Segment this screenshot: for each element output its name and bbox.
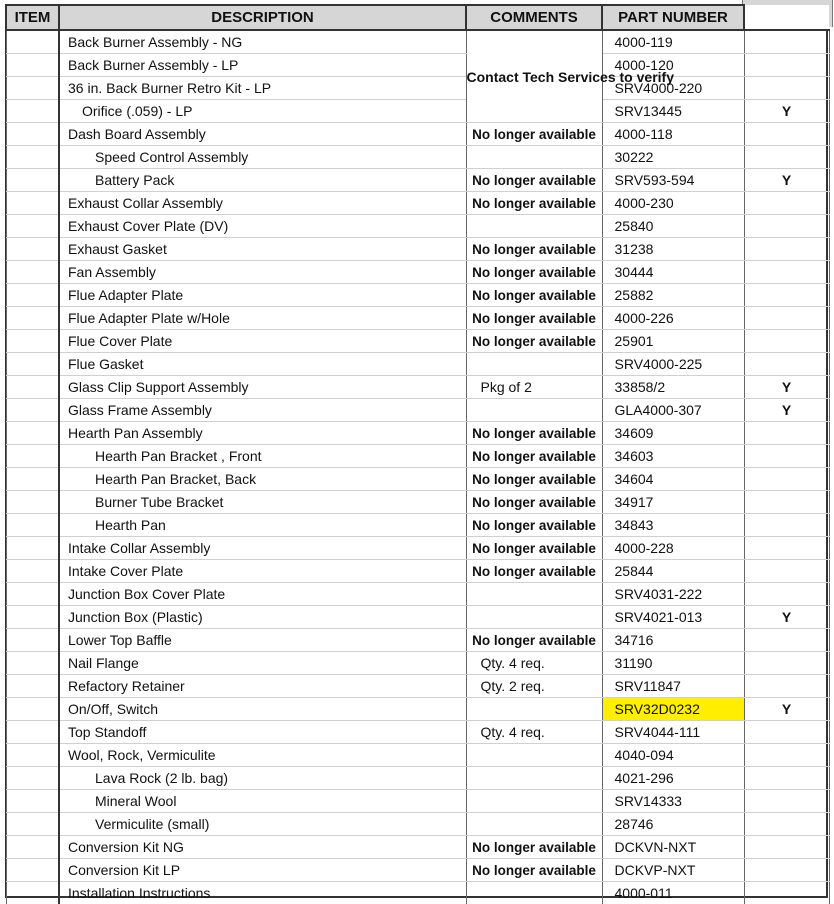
description-cell: Fan Assembly [59, 261, 466, 284]
table-row [6, 675, 829, 698]
part-number-cell: SRV593-594 [602, 169, 744, 192]
table-row [6, 261, 829, 284]
item-cell [6, 698, 59, 721]
flag-cell [744, 54, 829, 77]
comment-cell: No longer available [466, 169, 602, 192]
description-cell: Junction Box Cover Plate [59, 583, 466, 606]
flag-cell: Y [744, 606, 829, 629]
flag-cell [744, 307, 829, 330]
comment-cell: No longer available [466, 192, 602, 215]
part-number-cell: SRV13445 [602, 100, 744, 123]
flag-cell [744, 813, 829, 836]
comment-cell: No longer available [466, 330, 602, 353]
part-number-cell: 4000-119 [602, 30, 744, 54]
item-cell [6, 169, 59, 192]
item-cell [6, 399, 59, 422]
table-row [6, 583, 829, 606]
flag-cell [744, 77, 829, 100]
part-number-cell: SRV11847 [602, 675, 744, 698]
part-number-cell: 28746 [602, 813, 744, 836]
part-number-cell: 33858/2 [602, 376, 744, 399]
item-cell [6, 422, 59, 445]
table-row [6, 859, 829, 882]
parts-table [5, 4, 830, 904]
table-row [6, 376, 829, 399]
description-cell: Exhaust Gasket [59, 238, 466, 261]
flag-cell [744, 284, 829, 307]
description-cell: Hearth Pan Assembly [59, 422, 466, 445]
table-row [6, 100, 829, 123]
comment-cell: No longer available [466, 560, 602, 583]
flag-cell: Y [744, 399, 829, 422]
comment-cell [466, 353, 602, 376]
item-cell [6, 54, 59, 77]
description-cell: Junction Box (Plastic) [59, 606, 466, 629]
part-number-cell: 34604 [602, 468, 744, 491]
comment-cell [466, 813, 602, 836]
column-header-flag [744, 5, 829, 30]
description-cell: Flue Adapter Plate w/Hole [59, 307, 466, 330]
comment-cell [466, 767, 602, 790]
table-row [6, 192, 829, 215]
part-number-cell: 31190 [602, 652, 744, 675]
item-cell [6, 330, 59, 353]
comment-cell [466, 698, 602, 721]
description-cell: Flue Cover Plate [59, 330, 466, 353]
table-row [6, 238, 829, 261]
part-number-cell: 4000-120 [602, 54, 744, 77]
part-number-cell: 4000-118 [602, 123, 744, 146]
comment-cell: No longer available [466, 261, 602, 284]
item-cell [6, 675, 59, 698]
description-cell: Back Burner Assembly - NG [59, 30, 466, 54]
item-cell [6, 146, 59, 169]
item-cell [6, 859, 59, 882]
description-cell: Conversion Kit LP [59, 859, 466, 882]
comment-cell: No longer available [466, 491, 602, 514]
comment-cell: No longer available [466, 284, 602, 307]
description-cell: Dash Board Assembly [59, 123, 466, 146]
flag-cell: Y [744, 698, 829, 721]
description-cell: Vermiculite (small) [59, 813, 466, 836]
flag-cell [744, 721, 829, 744]
part-number-cell: 4000-230 [602, 192, 744, 215]
flag-cell [744, 445, 829, 468]
description-cell: Glass Clip Support Assembly [59, 376, 466, 399]
description-cell: Intake Collar Assembly [59, 537, 466, 560]
description-cell: Hearth Pan Bracket , Front [59, 445, 466, 468]
flag-cell [744, 123, 829, 146]
comment-cell: Qty. 4 req. [466, 652, 602, 675]
part-number-cell: SRV4044-111 [602, 721, 744, 744]
comment-cell: No longer available [466, 123, 602, 146]
description-cell: Conversion Kit NG [59, 836, 466, 859]
comment-cell: Qty. 4 req. [466, 721, 602, 744]
column-header-part-number: PART NUMBER [602, 5, 744, 30]
part-number-cell: 30222 [602, 146, 744, 169]
item-cell [6, 491, 59, 514]
item-cell [6, 77, 59, 100]
item-cell [6, 30, 59, 54]
comment-cell: No longer available [466, 445, 602, 468]
item-cell [6, 100, 59, 123]
flag-cell [744, 215, 829, 238]
flag-cell [744, 836, 829, 859]
table-header-row [6, 5, 829, 30]
description-cell: On/Off, Switch [59, 698, 466, 721]
table-row [6, 330, 829, 353]
comment-cell [466, 882, 602, 904]
flag-cell [744, 514, 829, 537]
flag-cell [744, 192, 829, 215]
part-number-cell: 34609 [602, 422, 744, 445]
table-body [6, 30, 829, 904]
table-row [6, 721, 829, 744]
table-row [6, 307, 829, 330]
part-number-cell: DCKVN-NXT [602, 836, 744, 859]
table-row [6, 629, 829, 652]
comment-cell: No longer available [466, 514, 602, 537]
table-row [6, 468, 829, 491]
item-cell [6, 790, 59, 813]
flag-cell [744, 238, 829, 261]
table-row [6, 353, 829, 376]
part-number-cell: SRV4000-225 [602, 353, 744, 376]
flag-cell [744, 468, 829, 491]
item-cell [6, 882, 59, 904]
flag-cell [744, 146, 829, 169]
part-number-cell: 4021-296 [602, 767, 744, 790]
part-number-cell: 31238 [602, 238, 744, 261]
item-cell [6, 307, 59, 330]
flag-cell [744, 675, 829, 698]
item-cell [6, 583, 59, 606]
part-number-cell: 4000-228 [602, 537, 744, 560]
item-cell [6, 353, 59, 376]
table-row [6, 491, 829, 514]
description-cell: Glass Frame Assembly [59, 399, 466, 422]
part-number-cell: GLA4000-307 [602, 399, 744, 422]
table-row [6, 30, 829, 54]
part-number-cell: 34716 [602, 629, 744, 652]
item-cell [6, 606, 59, 629]
description-cell: Lower Top Baffle [59, 629, 466, 652]
description-cell: Orifice (.059) - LP [59, 100, 466, 123]
part-number-cell: 4000-011 [602, 882, 744, 904]
part-number-cell: SRV4000-220 [602, 77, 744, 100]
table-row [6, 146, 829, 169]
part-number-cell: 30444 [602, 261, 744, 284]
flag-cell [744, 330, 829, 353]
description-cell: Top Standoff [59, 721, 466, 744]
flag-cell [744, 790, 829, 813]
flag-cell: Y [744, 169, 829, 192]
description-cell: Exhaust Cover Plate (DV) [59, 215, 466, 238]
part-number-cell: 34603 [602, 445, 744, 468]
part-number-cell: 4000-226 [602, 307, 744, 330]
flag-cell [744, 744, 829, 767]
table-row [6, 54, 829, 77]
comment-cell [466, 215, 602, 238]
item-cell [6, 192, 59, 215]
part-number-cell: SRV4021-013 [602, 606, 744, 629]
item-cell [6, 537, 59, 560]
comment-cell: Qty. 2 req. [466, 675, 602, 698]
item-cell [6, 652, 59, 675]
item-cell [6, 261, 59, 284]
comment-cell: No longer available [466, 468, 602, 491]
part-number-cell: 25844 [602, 560, 744, 583]
comment-cell [466, 146, 602, 169]
comment-cell [466, 790, 602, 813]
item-cell [6, 629, 59, 652]
description-cell: Nail Flange [59, 652, 466, 675]
table-row [6, 606, 829, 629]
flag-cell [744, 30, 829, 54]
table-row [6, 514, 829, 537]
item-cell [6, 215, 59, 238]
table-row [6, 537, 829, 560]
table-row [6, 767, 829, 790]
item-cell [6, 744, 59, 767]
description-cell: Back Burner Assembly - LP [59, 54, 466, 77]
comment-cell: Pkg of 2 [466, 376, 602, 399]
comment-cell [466, 399, 602, 422]
comment-cell: No longer available [466, 836, 602, 859]
description-cell: Wool, Rock, Vermiculite [59, 744, 466, 767]
table-row [6, 652, 829, 675]
comment-cell: No longer available [466, 537, 602, 560]
comment-cell [466, 744, 602, 767]
flag-cell [744, 629, 829, 652]
table-row [6, 77, 829, 100]
flag-cell [744, 652, 829, 675]
table-row [6, 560, 829, 583]
flag-cell [744, 859, 829, 882]
item-cell [6, 238, 59, 261]
comment-cell: No longer available [466, 629, 602, 652]
description-cell: Installation Instructions [59, 882, 466, 904]
table-row [6, 215, 829, 238]
part-number-cell: 34843 [602, 514, 744, 537]
description-cell: Exhaust Collar Assembly [59, 192, 466, 215]
table-row [6, 445, 829, 468]
table-row [6, 790, 829, 813]
comment-cell: No longer available [466, 859, 602, 882]
flag-cell [744, 882, 829, 904]
description-cell: 36 in. Back Burner Retro Kit - LP [59, 77, 466, 100]
item-cell [6, 767, 59, 790]
description-cell: Burner Tube Bracket [59, 491, 466, 514]
part-number-cell: DCKVP-NXT [602, 859, 744, 882]
part-number-cell: SRV32D0232 [602, 698, 744, 721]
part-number-cell: 4040-094 [602, 744, 744, 767]
flag-cell [744, 353, 829, 376]
part-number-cell: SRV4031-222 [602, 583, 744, 606]
item-cell [6, 721, 59, 744]
part-number-cell: 25840 [602, 215, 744, 238]
table-row [6, 399, 829, 422]
description-cell: Flue Adapter Plate [59, 284, 466, 307]
table-row [6, 882, 829, 904]
column-header-item: ITEM [6, 5, 59, 30]
flag-cell [744, 261, 829, 284]
item-cell [6, 284, 59, 307]
column-header-comments: COMMENTS [466, 5, 602, 30]
flag-cell [744, 560, 829, 583]
comment-cell [466, 583, 602, 606]
item-cell [6, 445, 59, 468]
table-row [6, 698, 829, 721]
comment-cell-merged: Contact Tech Services to verify [466, 30, 602, 123]
table-row [6, 836, 829, 859]
flag-cell [744, 537, 829, 560]
item-cell [6, 468, 59, 491]
comment-cell: No longer available [466, 307, 602, 330]
description-cell: Flue Gasket [59, 353, 466, 376]
table-row [6, 422, 829, 445]
table-row [6, 123, 829, 146]
table-row [6, 169, 829, 192]
description-cell: Refactory Retainer [59, 675, 466, 698]
table-row [6, 813, 829, 836]
description-cell: Battery Pack [59, 169, 466, 192]
description-cell: Intake Cover Plate [59, 560, 466, 583]
table-row [6, 744, 829, 767]
description-cell: Lava Rock (2 lb. bag) [59, 767, 466, 790]
description-cell: Hearth Pan [59, 514, 466, 537]
flag-cell: Y [744, 100, 829, 123]
table-row [6, 284, 829, 307]
description-cell: Speed Control Assembly [59, 146, 466, 169]
item-cell [6, 560, 59, 583]
description-cell: Hearth Pan Bracket, Back [59, 468, 466, 491]
item-cell [6, 514, 59, 537]
part-number-cell: SRV14333 [602, 790, 744, 813]
flag-cell: Y [744, 376, 829, 399]
flag-cell [744, 767, 829, 790]
comment-cell [466, 606, 602, 629]
column-header-description: DESCRIPTION [59, 5, 466, 30]
item-cell [6, 836, 59, 859]
flag-cell [744, 491, 829, 514]
item-cell [6, 813, 59, 836]
part-number-cell: 25882 [602, 284, 744, 307]
description-cell: Mineral Wool [59, 790, 466, 813]
item-cell [6, 123, 59, 146]
part-number-cell: 25901 [602, 330, 744, 353]
part-number-cell: 34917 [602, 491, 744, 514]
item-cell [6, 376, 59, 399]
flag-cell [744, 583, 829, 606]
comment-cell: No longer available [466, 238, 602, 261]
flag-cell [744, 422, 829, 445]
comment-cell: No longer available [466, 422, 602, 445]
